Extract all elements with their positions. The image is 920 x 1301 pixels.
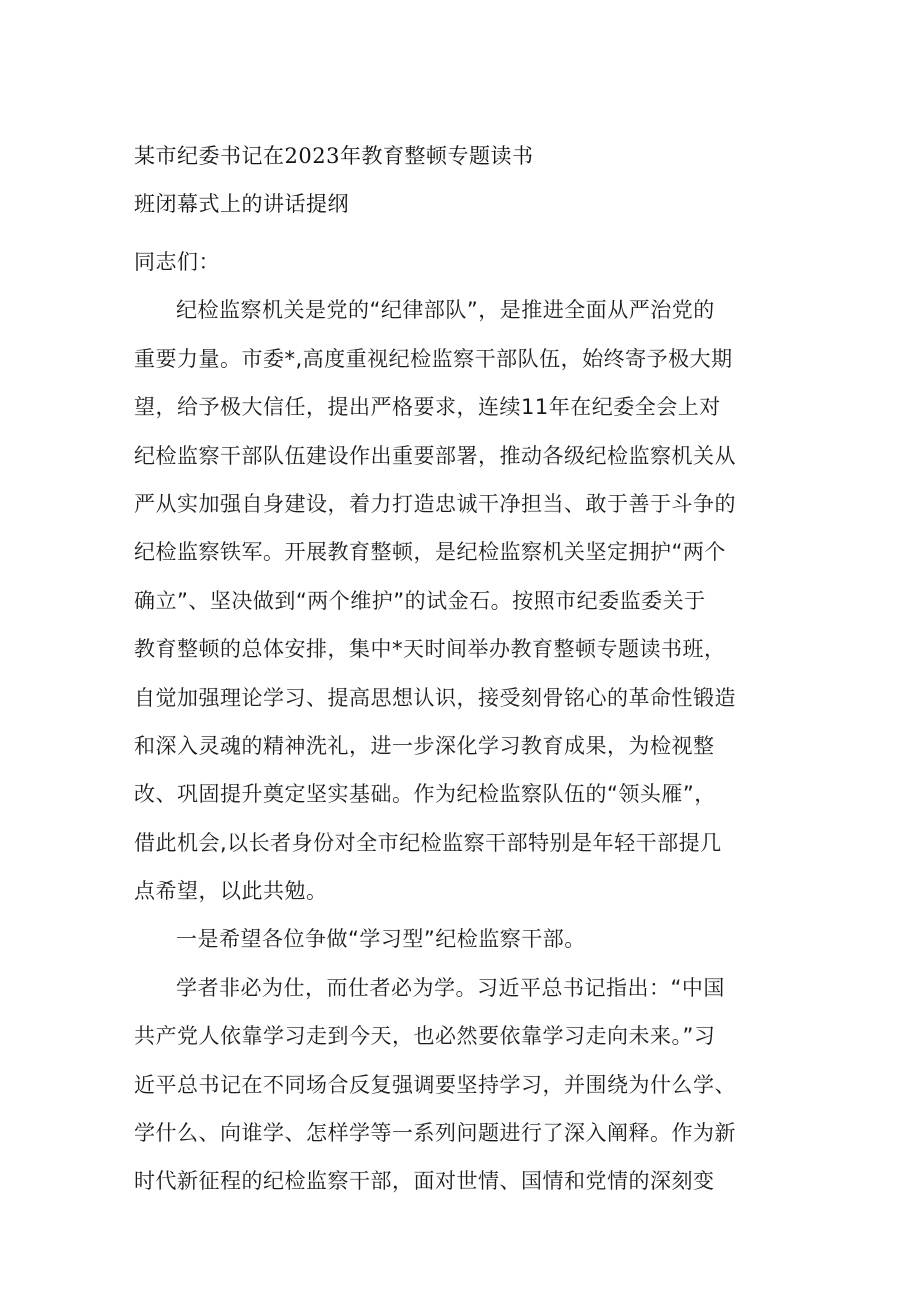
salutation: 同志们： — [134, 250, 220, 274]
paragraph-line: 纪检监察机关是党的“纪律部队”，是推进全面从严治党的 — [176, 298, 715, 323]
title-line-1: 某市纪委书记在2023年教育整顿专题读书 — [134, 144, 534, 168]
paragraph-line: 严从实加强自身建设，着力打造忠诚干净担当、敢于善于斗争的 — [134, 491, 736, 516]
paragraph-line: 纪检监察干部队伍建设作出重要部署，推动各级纪检监察机关从 — [134, 443, 736, 468]
paragraph-line: 望，给予极大信任，提出严格要求，连续11年在纪委全会上对 — [134, 395, 721, 420]
section-heading: 一是希望各位争做“学习型”纪检监察干部。 — [176, 927, 586, 952]
paragraph-line: 学什么、向谁学、怎样学等一系列问题进行了深入阐释。作为新 — [134, 1121, 736, 1146]
paragraph-line: 点希望，以此共勉。 — [134, 879, 328, 904]
paragraph-line: 改、巩固提升奠定坚实基础。作为纪检监察队伍的“领头雁”， — [134, 782, 716, 807]
title-line-2: 班闭幕式上的讲话提纲 — [134, 192, 349, 217]
paragraph-line: 时代新征程的纪检监察干部，面对世情、国情和党情的深刻变 — [134, 1169, 715, 1194]
paragraph-line: 重要力量。市委*,高度重视纪检监察干部队伍，始终寄予极大期 — [134, 346, 733, 371]
document-body — [134, 238, 794, 1206]
document-title — [134, 132, 794, 229]
paragraph-line: 和深入灵魂的精神洗礼，进一步深化学习教育成果，为检视整 — [134, 733, 715, 758]
paragraph-line: 借此机会,以长者身份对全市纪检监察干部特别是年轻干部提几 — [134, 830, 722, 855]
paragraph-line: 纪检监察铁军。开展教育整顿，是纪检监察机关坚定拥护“两个 — [134, 540, 726, 565]
paragraph-line: 确立”、坚决做到“两个维护”的试金石。按照市纪委监委关于 — [134, 588, 706, 613]
paragraph-line: 自觉加强理论学习、提高思想认识，接受刻骨铭心的革命性锻造 — [134, 685, 736, 710]
paragraph-line: 共产党人依靠学习走到今天，也必然要依靠学习走向未来。”习 — [134, 1024, 716, 1049]
paragraph-line: 近平总书记在不同场合反复强调要坚持学习，并围绕为什么学、 — [134, 1072, 736, 1097]
paragraph-line: 学者非必为仕，而仕者必为学。习近平总书记指出：“中国 — [176, 975, 725, 1000]
paragraph-line: 教育整顿的总体安排，集中*天时间举办教育整顿专题读书班， — [134, 637, 726, 662]
